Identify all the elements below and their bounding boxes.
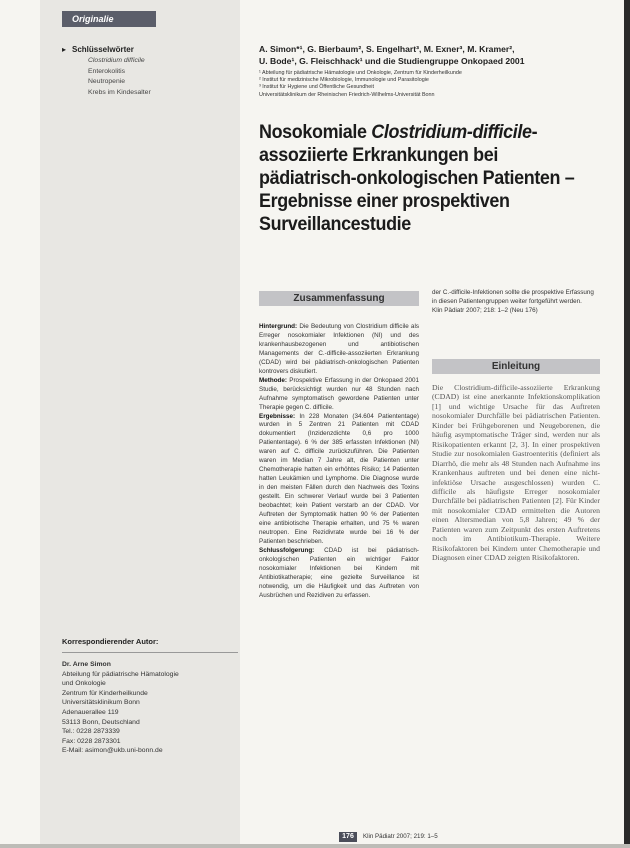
article-title (259, 121, 581, 236)
keyword: Clostridium difficile (88, 57, 145, 64)
corr-line: Universitätsklinikum Bonn (62, 699, 140, 707)
corr-line: E-Mail: asimon@ukb.uni-bonn.de (62, 747, 163, 755)
keyword: Neutropenie (88, 78, 126, 85)
page-number: 176 (339, 832, 357, 842)
page-bottom-edge (0, 844, 630, 848)
correspondence-block (62, 660, 179, 756)
citation: Klin Pädiatr 2007; 218: 1–2 (Neu 176) (432, 306, 538, 314)
affiliation: Universitätsklinikum der Rheinischen Friedrich-Wilhelms-Universität Bonn (259, 91, 435, 98)
corr-line: Zentrum für Kinderheilkunde (62, 689, 148, 697)
affiliation: ² Institut für medizinische Mikrobiologie, Immunologie und Parasitologie (259, 77, 429, 84)
paragraph-label: Ergebnisse: (259, 412, 296, 420)
affiliation: ¹ Abteilung für pädiatrische Hämatologie und Onkologie, Zentrum für Kinderheilkunde (259, 70, 462, 76)
corr-line: und Onkologie (62, 680, 106, 688)
einleitung-heading: Einleitung (432, 359, 600, 374)
paragraph-label: Hintergrund: (259, 323, 298, 330)
section-tag: Originalie (62, 11, 156, 27)
continuation-text: der C.-difficile-Infektionen sollte die prospektive Erfassung in diesen Patientengruppen weiter fortgeführt werden. (432, 289, 594, 305)
correspondence-heading: Korrespondierender Autor: (62, 637, 159, 646)
corr-line: 53113 Bonn, Deutschland (62, 718, 140, 726)
paragraph-label: Methode: (259, 376, 287, 384)
page-edge-shadow (624, 0, 630, 848)
keyword: Enterokolitis (88, 67, 126, 75)
abstract-paragraph (259, 413, 419, 547)
paragraph-text: Prospektive Erfassung in der Onkopaed 2001 Studie, berücksichtigt wurden nur 48 Stunden nach Aufnahme symptomatisch gewordene Patienten unter Therapie gegen C. difficile. (259, 376, 419, 411)
paragraph-label: Schlussfolgerung: (259, 546, 315, 554)
paragraph-text: Die Bedeutung von Clostridium difficile als Erreger nosokomialer Infektionen (NI) und des krankenhausbezogenen und antibiotischen Managements der C.-difficile-assoziierten Erkrankung (CDAD) wird bei pädiatrisch-onkologischen Patienten kontrovers diskutiert. (259, 323, 419, 375)
keywords-heading: Schlüsselwörter (72, 45, 134, 54)
title-post: -assoziierte Erkrankungen bei pädiatrisch-onkologischen Patienten – Ergebnisse einer prospektiven Surveillancestudie (259, 121, 575, 235)
abstract-column (259, 323, 419, 601)
triangle-bullet-icon: ▸ (62, 45, 67, 54)
abstract-continuation (432, 289, 600, 316)
divider (62, 652, 238, 653)
zusammenfassung-heading: Zusammenfassung (259, 291, 419, 306)
corr-line: Tel.: 0228 2873339 (62, 728, 120, 736)
paragraph-text: CDAD ist bei pädiatrisch-onkologischen Patienten ein wichtiger Faktor nosokomialer Infektionen bei Kindern mit Antibiotikatherapie; eine gezielte Surveillance ist notwendig, um die Häufigkeit und das Auftreten von Ausbrüchen und Rezidiven zu erfassen. (259, 546, 419, 599)
keyword: Krebs im Kindesalter (88, 88, 151, 96)
abstract-paragraph (259, 547, 419, 601)
abstract-paragraph (259, 323, 419, 377)
abstract-paragraph (259, 377, 419, 413)
corr-line: Abteilung für pädiatrische Hämatologie (62, 670, 179, 678)
einleitung-text: Die Clostridium-difficile-assoziierte Erkrankung (CDAD) ist eine anerkannte Infektionskomplikation [1] und wichtige Ursache für das Auftreten nosokomialer Durchfälle bei pädiatrischen Patienten. Kinder bei Frühgeborenen und Neugeborenen, die häufig asymptomatische Träger sind, werden nur als Risikopatienten erkannt [2, 3]. In einer prospektiven Studie zur nosokomialen Gastroenteritis (definiert als Diarrhö, die mehr als 48 Stunden nach Aufnahme ins Krankenhaus auftreten und bei denen eine nicht-infektiöse Ursache ausgeschlossen) wurden C. difficile als häufigste Erreger nosokomialer Durchfälle bei pädiatrischen Patienten [2]. Für Kinder mit nosokomialer CDAD ermittelten die Autoren einen Altersmedian von 5,8 Jahren; 49 % der Patienten waren zum Zeitpunkt des ersten Auftretens noch im Antibiotikum-Therapie. Weitere Risikofaktoren bei Kindern unter Chemotherapie und Diagnosen einer CDAD zeigten Risikofaktoren. (432, 383, 600, 563)
corr-line: Fax: 0228 2873301 (62, 737, 121, 745)
title-italic: Clostridium-difficile (371, 121, 532, 143)
corr-line: Dr. Arne Simon (62, 661, 111, 668)
author-line: A. Simon*¹, G. Bierbaum², S. Engelhart³, M. Exner³, M. Kramer², (259, 44, 515, 54)
keywords-list (88, 56, 151, 98)
author-line: U. Bode¹, G. Fleischhack¹ und die Studiengruppe Onkopaed 2001 (259, 55, 525, 66)
affiliation: ³ Institut für Hygiene und Öffentliche Gesundheit (259, 84, 374, 91)
author-list (259, 44, 599, 67)
paragraph-text: In 228 Monaten (34.604 Patiententage) wurden in 5 Zentren 21 Patienten mit CDAD dokumentiert (Inzidenzdichte 0,6 pro 1000 Patiententage). 6 % der 385 erfassten Infektionen (NI) waren auf C. difficile zurückzuführen. Die Patienten waren im Median 7 Jahre alt, die Patienten unter Chemotherapie hatten ein erhöhtes Risiko; 14 Patienten hatten Leukämien und Lymphome. Die Diagnose wurde in den meisten Fällen durch den Nachweis des Toxins gestellt. Ein schwerer Verlauf wurde bei 3 Patienten beobachtet; kein Patient verstarb an der CDAD. Vor Auftreten der Symptomatik hatten 90 % der Patienten eine antibiotische Therapie erhalten, und 75 % waren neutropen. Eine Rezidivrate wurde bei 16 % der Patienten beschrieben. (259, 412, 419, 545)
journal-reference: Klin Pädiatr 2007; 219: 1–5 (363, 833, 438, 840)
title-pre: Nosokomiale (259, 121, 372, 143)
affiliations (259, 70, 599, 99)
corr-line: Adenauerallee 119 (62, 708, 119, 716)
